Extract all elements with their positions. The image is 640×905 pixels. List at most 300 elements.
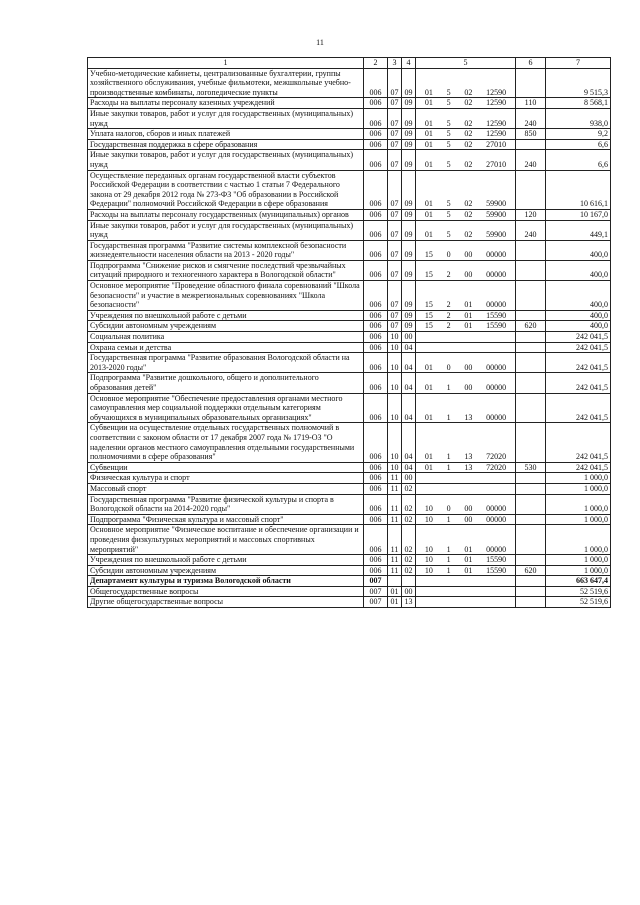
target-article-part: 13 bbox=[464, 462, 473, 472]
target-article-part: 5 bbox=[446, 199, 451, 209]
amount: 242 041,5 bbox=[546, 423, 611, 462]
code-section: 11 bbox=[388, 555, 402, 566]
target-article-part: 5 bbox=[446, 98, 451, 108]
target-article-part: 2 bbox=[446, 300, 451, 310]
code-expense-type bbox=[516, 597, 546, 608]
code-expense-type bbox=[516, 281, 546, 311]
code-section: 10 bbox=[388, 462, 402, 473]
target-article-part: 5 bbox=[446, 209, 451, 219]
code-section: 07 bbox=[388, 170, 402, 209]
target-article-part: 01 bbox=[424, 412, 433, 422]
table-row bbox=[88, 373, 611, 393]
code-admin: 006 bbox=[364, 393, 388, 423]
table-row bbox=[88, 321, 611, 332]
code-admin: 007 bbox=[364, 576, 388, 587]
row-name: Уплата налогов, сборов и иных платежей bbox=[88, 129, 364, 140]
target-article-part: 13 bbox=[464, 412, 473, 422]
code-target-article bbox=[416, 220, 516, 240]
code-subsection: 04 bbox=[402, 373, 416, 393]
target-article-part: 01 bbox=[464, 555, 473, 565]
code-subsection: 02 bbox=[402, 555, 416, 566]
target-article-part: 02 bbox=[464, 87, 473, 97]
code-subsection: 09 bbox=[402, 209, 416, 220]
target-article-part: 00 bbox=[464, 250, 473, 260]
code-subsection: 04 bbox=[402, 423, 416, 462]
row-name: Учреждения по внешкольной работе с детьми bbox=[88, 310, 364, 321]
target-article-part: 5 bbox=[446, 129, 451, 139]
code-subsection: 02 bbox=[402, 525, 416, 555]
code-expense-type bbox=[516, 483, 546, 494]
code-admin: 007 bbox=[364, 597, 388, 608]
target-article-part: 00000 bbox=[486, 300, 507, 310]
code-subsection: 09 bbox=[402, 129, 416, 140]
code-expense-type bbox=[516, 494, 546, 514]
target-article-part: 01 bbox=[424, 383, 433, 392]
amount: 242 041,5 bbox=[546, 342, 611, 353]
target-article-part: 00000 bbox=[486, 514, 507, 524]
table-row bbox=[88, 342, 611, 353]
target-article-part: 02 bbox=[464, 209, 473, 219]
target-article-part: 15 bbox=[424, 310, 433, 320]
code-target-article bbox=[416, 576, 516, 587]
code-admin: 007 bbox=[364, 586, 388, 597]
code-expense-type bbox=[516, 373, 546, 393]
table-row bbox=[88, 281, 611, 311]
amount: 1 000,0 bbox=[546, 473, 611, 484]
code-subsection: 02 bbox=[402, 494, 416, 514]
code-section: 07 bbox=[388, 260, 402, 280]
amount: 52 519,6 bbox=[546, 586, 611, 597]
target-article-part: 0 bbox=[446, 504, 451, 514]
target-article-part: 5 bbox=[446, 139, 451, 149]
target-article-part: 13 bbox=[464, 452, 473, 462]
code-subsection: 04 bbox=[402, 342, 416, 353]
target-article-part: 01 bbox=[464, 544, 473, 554]
code-target-article bbox=[416, 423, 516, 462]
table-row bbox=[88, 220, 611, 240]
row-name: Физическая культура и спорт bbox=[88, 473, 364, 484]
target-article-part: 12590 bbox=[486, 118, 507, 128]
target-article-part: 72020 bbox=[486, 452, 507, 462]
code-admin: 006 bbox=[364, 220, 388, 240]
header-cell: 6 bbox=[516, 58, 546, 69]
table-row bbox=[88, 514, 611, 525]
amount: 242 041,5 bbox=[546, 393, 611, 423]
table-row bbox=[88, 129, 611, 140]
target-article-part: 15 bbox=[424, 321, 433, 331]
amount: 242 041,5 bbox=[546, 353, 611, 373]
code-admin: 006 bbox=[364, 240, 388, 260]
code-subsection: 02 bbox=[402, 483, 416, 494]
code-subsection: 09 bbox=[402, 240, 416, 260]
target-article-part: 00 bbox=[464, 383, 473, 392]
target-article-part: 2 bbox=[446, 270, 451, 280]
code-admin: 006 bbox=[364, 565, 388, 576]
target-article-part: 10 bbox=[424, 504, 433, 514]
code-admin: 006 bbox=[364, 321, 388, 332]
code-section: 10 bbox=[388, 373, 402, 393]
code-section: 11 bbox=[388, 483, 402, 494]
row-name: Департамент культуры и туризма Вологодской области bbox=[88, 576, 364, 587]
target-article-part: 01 bbox=[424, 118, 433, 128]
code-subsection: 04 bbox=[402, 462, 416, 473]
code-admin: 006 bbox=[364, 170, 388, 209]
target-article-part: 01 bbox=[464, 310, 473, 320]
code-expense-type bbox=[516, 393, 546, 423]
code-target-article bbox=[416, 139, 516, 150]
code-target-article bbox=[416, 514, 516, 525]
code-section: 10 bbox=[388, 423, 402, 462]
code-admin: 006 bbox=[364, 494, 388, 514]
code-admin: 006 bbox=[364, 525, 388, 555]
code-subsection: 09 bbox=[402, 108, 416, 128]
code-subsection: 09 bbox=[402, 310, 416, 321]
amount: 6,6 bbox=[546, 139, 611, 150]
target-article-part: 12590 bbox=[486, 98, 507, 108]
code-section: 10 bbox=[388, 332, 402, 343]
target-article-part: 59900 bbox=[486, 199, 507, 209]
row-name: Государственная поддержка в сфере образования bbox=[88, 139, 364, 150]
target-article-part: 00000 bbox=[486, 362, 507, 372]
row-name: Субсидии автономным учреждениям bbox=[88, 321, 364, 332]
code-target-article bbox=[416, 393, 516, 423]
code-section: 01 bbox=[388, 586, 402, 597]
code-admin: 006 bbox=[364, 108, 388, 128]
target-article-part: 01 bbox=[424, 199, 433, 209]
target-article-part: 15 bbox=[424, 270, 433, 280]
code-target-article bbox=[416, 98, 516, 109]
target-article-part: 15 bbox=[424, 300, 433, 310]
amount: 1 000,0 bbox=[546, 483, 611, 494]
target-article-part: 02 bbox=[464, 159, 473, 169]
code-admin: 006 bbox=[364, 98, 388, 109]
code-subsection: 00 bbox=[402, 332, 416, 343]
table-row bbox=[88, 310, 611, 321]
row-name: Общегосударственные вопросы bbox=[88, 586, 364, 597]
table-row bbox=[88, 597, 611, 608]
code-target-article bbox=[416, 342, 516, 353]
code-expense-type bbox=[516, 68, 546, 98]
code-target-article bbox=[416, 68, 516, 98]
target-article-part: 00000 bbox=[486, 250, 507, 260]
row-name: Иные закупки товаров, работ и услуг для государственных (муниципальных) нужд bbox=[88, 150, 364, 170]
code-subsection: 09 bbox=[402, 220, 416, 240]
amount: 242 041,5 bbox=[546, 332, 611, 343]
code-admin: 006 bbox=[364, 483, 388, 494]
row-name: Субвенции на осуществление отдельных государственных полномочий в соответствии с законом области от 17 декабря 2007 года № 1719-ОЗ "О наделении органов местного самоуправления отдельными государственными полномочиями в сфере образования" bbox=[88, 423, 364, 462]
target-article-part: 01 bbox=[424, 209, 433, 219]
code-expense-type bbox=[516, 525, 546, 555]
table-row bbox=[88, 494, 611, 514]
target-article-part: 1 bbox=[446, 514, 451, 524]
row-name: Государственная программа "Развитие физической культуры и спорта в Вологодской области на 2014-2020 годы" bbox=[88, 494, 364, 514]
row-name: Основное мероприятие "Проведение областного финала соревнований "Школа безопасности" и участие в межрегиональных соревнованиях "Школа безопасности" bbox=[88, 281, 364, 311]
code-admin: 006 bbox=[364, 353, 388, 373]
code-target-article bbox=[416, 373, 516, 393]
code-expense-type bbox=[516, 514, 546, 525]
table-row bbox=[88, 139, 611, 150]
code-expense-type: 620 bbox=[516, 565, 546, 576]
amount: 1 000,0 bbox=[546, 565, 611, 576]
table-row bbox=[88, 260, 611, 280]
target-article-part: 02 bbox=[464, 98, 473, 108]
target-article-part: 00 bbox=[464, 504, 473, 514]
row-name: Массовый спорт bbox=[88, 483, 364, 494]
row-name: Государственная программа "Развитие образования Вологодской области на 2013-2020 годы" bbox=[88, 353, 364, 373]
target-article-part: 02 bbox=[464, 139, 473, 149]
code-admin: 006 bbox=[364, 423, 388, 462]
target-article-part: 15 bbox=[424, 250, 433, 260]
target-article-part: 00000 bbox=[486, 383, 507, 392]
code-section: 07 bbox=[388, 108, 402, 128]
target-article-part: 00 bbox=[464, 514, 473, 524]
amount: 1 000,0 bbox=[546, 514, 611, 525]
code-subsection: 09 bbox=[402, 281, 416, 311]
code-section: 07 bbox=[388, 209, 402, 220]
target-article-part: 00000 bbox=[486, 412, 507, 422]
row-name: Иные закупки товаров, работ и услуг для государственных (муниципальных) нужд bbox=[88, 220, 364, 240]
target-article-part: 02 bbox=[464, 199, 473, 209]
code-section: 07 bbox=[388, 310, 402, 321]
target-article-part: 00000 bbox=[486, 270, 507, 280]
amount: 449,1 bbox=[546, 220, 611, 240]
table-row bbox=[88, 525, 611, 555]
target-article-part: 5 bbox=[446, 159, 451, 169]
code-admin: 006 bbox=[364, 462, 388, 473]
code-expense-type bbox=[516, 139, 546, 150]
target-article-part: 01 bbox=[464, 321, 473, 331]
code-subsection bbox=[402, 576, 416, 587]
target-article-part: 15590 bbox=[486, 555, 507, 565]
code-expense-type bbox=[516, 332, 546, 343]
code-section: 10 bbox=[388, 393, 402, 423]
code-subsection: 09 bbox=[402, 260, 416, 280]
code-subsection: 09 bbox=[402, 321, 416, 332]
table-row bbox=[88, 576, 611, 587]
target-article-part: 1 bbox=[446, 555, 451, 565]
target-article-part: 01 bbox=[424, 452, 433, 462]
amount: 9 515,3 bbox=[546, 68, 611, 98]
row-name: Подпрограмма "Развитие дошкольного, общего и дополнительного образования детей" bbox=[88, 373, 364, 393]
code-admin: 006 bbox=[364, 281, 388, 311]
table-row bbox=[88, 586, 611, 597]
budget-table bbox=[87, 57, 611, 608]
target-article-part: 00000 bbox=[486, 504, 507, 514]
target-article-part: 72020 bbox=[486, 462, 507, 472]
code-target-article bbox=[416, 150, 516, 170]
target-article-part: 10 bbox=[424, 514, 433, 524]
code-expense-type bbox=[516, 576, 546, 587]
code-expense-type bbox=[516, 555, 546, 566]
row-name: Основное мероприятие "Физическое воспитание и обеспечение организации и проведения физкультурных мероприятий и массовых спортивных мероприятий" bbox=[88, 525, 364, 555]
row-name: Подпрограмма "Снижение рисков и смягчение последствий чрезвычайных ситуаций природного и техногенного характера в Вологодской области" bbox=[88, 260, 364, 280]
code-admin: 006 bbox=[364, 473, 388, 484]
code-admin: 006 bbox=[364, 342, 388, 353]
code-section: 01 bbox=[388, 597, 402, 608]
target-article-part: 2 bbox=[446, 321, 451, 331]
target-article-part: 01 bbox=[424, 230, 433, 240]
target-article-part: 15590 bbox=[486, 310, 507, 320]
header-cell: 5 bbox=[416, 58, 516, 69]
target-article-part: 2 bbox=[446, 310, 451, 320]
code-section: 07 bbox=[388, 220, 402, 240]
row-name: Подпрограмма "Физическая культура и массовый спорт" bbox=[88, 514, 364, 525]
code-target-article bbox=[416, 597, 516, 608]
code-admin: 006 bbox=[364, 209, 388, 220]
target-article-part: 1 bbox=[446, 544, 451, 554]
target-article-part: 10 bbox=[424, 565, 433, 575]
code-target-article bbox=[416, 462, 516, 473]
amount: 400,0 bbox=[546, 240, 611, 260]
target-article-part: 00000 bbox=[486, 544, 507, 554]
code-section: 07 bbox=[388, 281, 402, 311]
row-name: Учреждения по внешкольной работе с детьми bbox=[88, 555, 364, 566]
code-subsection: 02 bbox=[402, 565, 416, 576]
code-subsection: 09 bbox=[402, 139, 416, 150]
row-name: Охрана семьи и детства bbox=[88, 342, 364, 353]
row-name: Расходы на выплаты персоналу казенных учреждений bbox=[88, 98, 364, 109]
amount: 1 000,0 bbox=[546, 555, 611, 566]
code-target-article bbox=[416, 240, 516, 260]
code-expense-type bbox=[516, 240, 546, 260]
code-subsection: 02 bbox=[402, 514, 416, 525]
code-subsection: 13 bbox=[402, 597, 416, 608]
amount: 400,0 bbox=[546, 310, 611, 321]
target-article-part: 0 bbox=[446, 250, 451, 260]
code-subsection: 04 bbox=[402, 353, 416, 373]
code-section: 07 bbox=[388, 98, 402, 109]
code-subsection: 09 bbox=[402, 170, 416, 209]
amount: 400,0 bbox=[546, 260, 611, 280]
code-expense-type: 110 bbox=[516, 98, 546, 109]
target-article-part: 5 bbox=[446, 87, 451, 97]
table-row bbox=[88, 353, 611, 373]
code-section: 11 bbox=[388, 565, 402, 576]
target-article-part: 10 bbox=[424, 555, 433, 565]
code-admin: 006 bbox=[364, 555, 388, 566]
code-target-article bbox=[416, 483, 516, 494]
code-subsection: 00 bbox=[402, 473, 416, 484]
amount: 52 519,6 bbox=[546, 597, 611, 608]
code-target-article bbox=[416, 555, 516, 566]
target-article-part: 02 bbox=[464, 118, 473, 128]
target-article-part: 27010 bbox=[486, 139, 507, 149]
table-row bbox=[88, 393, 611, 423]
table-row bbox=[88, 68, 611, 98]
target-article-part: 1 bbox=[446, 462, 451, 472]
amount: 1 000,0 bbox=[546, 494, 611, 514]
code-section: 10 bbox=[388, 342, 402, 353]
target-article-part: 12590 bbox=[486, 129, 507, 139]
header-row bbox=[88, 58, 611, 69]
target-article-part: 00 bbox=[464, 362, 473, 372]
code-target-article bbox=[416, 129, 516, 140]
target-article-part: 02 bbox=[464, 230, 473, 240]
target-article-part: 12590 bbox=[486, 87, 507, 97]
target-article-part: 01 bbox=[464, 300, 473, 310]
code-target-article bbox=[416, 281, 516, 311]
code-section: 07 bbox=[388, 150, 402, 170]
code-target-article bbox=[416, 321, 516, 332]
target-article-part: 00 bbox=[464, 270, 473, 280]
code-subsection: 09 bbox=[402, 68, 416, 98]
code-target-article bbox=[416, 494, 516, 514]
code-expense-type bbox=[516, 260, 546, 280]
amount: 663 647,4 bbox=[546, 576, 611, 587]
row-name: Субвенции bbox=[88, 462, 364, 473]
code-expense-type: 530 bbox=[516, 462, 546, 473]
table-row bbox=[88, 108, 611, 128]
code-target-article bbox=[416, 565, 516, 576]
code-section: 07 bbox=[388, 321, 402, 332]
row-name: Осуществление переданных органам государственной власти субъектов Российской Федерации в соответствии с частью 1 статьи 7 Федерального закона от 29 декабря 2012 года № 273-ФЗ "Об образовании в Российской Федерации" полномочий Российской Федерации в сфере образования bbox=[88, 170, 364, 209]
target-article-part: 01 bbox=[424, 139, 433, 149]
table-row bbox=[88, 150, 611, 170]
table-row bbox=[88, 209, 611, 220]
code-section: 10 bbox=[388, 353, 402, 373]
code-expense-type: 620 bbox=[516, 321, 546, 332]
code-expense-type bbox=[516, 170, 546, 209]
code-target-article bbox=[416, 353, 516, 373]
target-article-part: 1 bbox=[446, 383, 451, 392]
table-row bbox=[88, 473, 611, 484]
code-admin: 006 bbox=[364, 129, 388, 140]
code-expense-type: 850 bbox=[516, 129, 546, 140]
target-article-part: 01 bbox=[424, 159, 433, 169]
code-subsection: 04 bbox=[402, 393, 416, 423]
target-article-part: 5 bbox=[446, 230, 451, 240]
code-expense-type bbox=[516, 586, 546, 597]
page-number: 11 bbox=[316, 38, 324, 47]
table-row bbox=[88, 423, 611, 462]
target-article-part: 01 bbox=[424, 129, 433, 139]
amount: 10 167,0 bbox=[546, 209, 611, 220]
code-subsection: 00 bbox=[402, 586, 416, 597]
table-row bbox=[88, 332, 611, 343]
code-expense-type: 120 bbox=[516, 209, 546, 220]
code-target-article bbox=[416, 260, 516, 280]
code-expense-type: 240 bbox=[516, 150, 546, 170]
target-article-part: 0 bbox=[446, 362, 451, 372]
code-section: 07 bbox=[388, 68, 402, 98]
header-cell: 2 bbox=[364, 58, 388, 69]
code-admin: 006 bbox=[364, 139, 388, 150]
target-article-part: 1 bbox=[446, 412, 451, 422]
code-section: 07 bbox=[388, 240, 402, 260]
amount: 1 000,0 bbox=[546, 525, 611, 555]
target-article-part: 01 bbox=[424, 462, 433, 472]
code-section: 07 bbox=[388, 139, 402, 150]
code-admin: 006 bbox=[364, 514, 388, 525]
row-name: Расходы на выплаты персоналу государственных (муниципальных) органов bbox=[88, 209, 364, 220]
code-admin: 006 bbox=[364, 150, 388, 170]
code-expense-type bbox=[516, 353, 546, 373]
code-expense-type bbox=[516, 310, 546, 321]
table-row bbox=[88, 462, 611, 473]
target-article-part: 1 bbox=[446, 565, 451, 575]
target-article-part: 02 bbox=[464, 129, 473, 139]
target-article-part: 01 bbox=[424, 87, 433, 97]
table-row bbox=[88, 555, 611, 566]
code-section: 11 bbox=[388, 473, 402, 484]
header-cell: 4 bbox=[402, 58, 416, 69]
table-row bbox=[88, 98, 611, 109]
amount: 9,2 bbox=[546, 129, 611, 140]
code-subsection: 09 bbox=[402, 150, 416, 170]
table-row bbox=[88, 170, 611, 209]
code-admin: 006 bbox=[364, 332, 388, 343]
code-admin: 006 bbox=[364, 310, 388, 321]
